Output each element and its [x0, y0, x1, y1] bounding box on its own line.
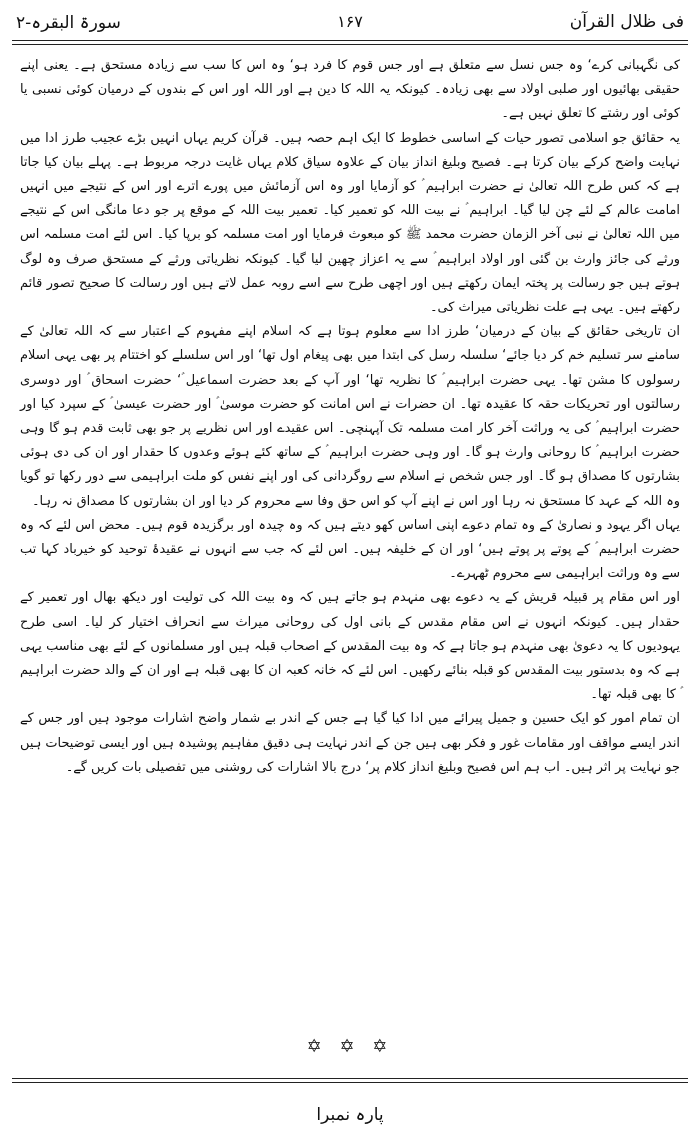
- header-rule-upper: [12, 40, 688, 41]
- paragraph-3: ان تاریخی حقائق کے بیان کے درمیان‘ طرز ادا سے معلوم ہوتا ہے کہ اسلام اپنے مفہوم کے اعتبار سے کہ اللہ تعالیٰ کے سامنے سر تسلیم خم کر دیا جائے‘ سلسلہ رسل کی ابتدا میں بھی پیغام اول تھا‘ اور اس سلسلے کو اختتام پر بھی یہی اسلام رسولوں کا مشن تھا۔ یہی حضرت ابراہیم ؑ کا نظریہ تھا‘ اور آپ کے بعد حضرت اسماعیل ؑ‘ حضرت اسحاق ؑ اور دوسری رسالتوں اور تحریکات حقہ کا عقیدہ تھا۔ ان حضرات نے اس امانت کو حضرت موسیٰ ؑ اور حضرت عیسیٰ ؑ کے سپرد کیا اور حضرت ابراہیم ؑ کی یہ وراثت آخر کار امت مسلمہ تک آپہنچی۔ اس عقیدے اور اس نظریے پر جو بھی ثابت قدم ہو گا وہی حضرت ابراہیم ؑ کا روحانی وارث ہو گا۔ اور وہی حضرت ابراہیم ؑ کے ساتھ کئے ہوئے وعدوں کا حقدار اور ان کی دی ہوئی بشارتوں کا مصداق ہو گا۔ اور جس شخص نے اسلام سے روگردانی کی اور اپنے نفس کو ملت ابراہیمی سے دور رکھا تو گویا وہ اللہ کے عہد کا مستحق نہ رہا اور اس نے اپنے آپ کو اس حق وفا سے محروم کر دیا اور ان بشارتوں کا مصداق نہ رہا۔: [20, 324, 680, 509]
- footer-rule-lower: [12, 1082, 688, 1083]
- body-text: [20, 54, 680, 780]
- paragraph-6: ان تمام امور کو ایک حسین و جمیل پیرائے میں ادا کیا گیا ہے جس کے اندر بے شمار واضح اشارات موجود ہیں اور جس کے اندر ایسے مواقف اور مقامات غور و فکر بھی ہیں جن کے اندر نہایت ہی دقیق مفاہیم پوشیدہ ہیں اور ایسی توضیحات ہیں جو نہایت پر اثر ہیں۔ اب ہم اس فصیح وبلیغ انداز کلام پر‘ درج بالا اشارات کی روشنی میں تفصیلی بات کریں گے۔: [20, 711, 680, 775]
- header-rule-lower: [12, 44, 688, 45]
- surah-name: سورۃ البقرہ-۲: [16, 13, 121, 33]
- page-header: [12, 8, 688, 38]
- footer-rule-upper: [12, 1078, 688, 1079]
- section-end-stars: ✡ ✡ ✡: [306, 1036, 394, 1057]
- para-number-label: پارہ نمبرا: [316, 1105, 384, 1125]
- paragraph-1: کی نگہبانی کرے‘ وہ جس نسل سے متعلق ہے اور جس قوم کا فرد ہو‘ وہ اس کا سب سے زیادہ مستحق ہے۔ یعنی اپنے حقیقی بھائیوں اور صلبی اولاد سے بھی زیادہ۔ کیونکہ یہ اللہ کا دین ہے اور اللہ اور اس کے بندوں کے درمیان کوئی نسبی یا کوئی اور رشتے کا تعلق نہیں ہے۔: [20, 58, 680, 122]
- page-number: ۱۶۷: [337, 12, 363, 31]
- paragraph-4: یہاں اگر یہود و نصاریٰ کے وہ تمام دعوے اپنی اساس کھو دیتے ہیں کہ وہ چیدہ اور برگزیدہ قوم ہیں۔ محض اس لئے کہ وہ حضرت ابراہیم ؑ کے پوتے پر پوتے ہیں‘ اور ان کے خلیفہ ہیں۔ اس لئے کہ جب سے انہوں نے عقیدۂ توحید کو خیرباد کہا تب سے وہ وراثت ابراہیمی سے محروم ٹھہرے۔: [20, 517, 680, 582]
- book-title: فی ظلال القرآن: [569, 12, 684, 32]
- paragraph-5: اور اس مقام پر قبیلہ قریش کے یہ دعوے بھی منہدم ہو جاتے ہیں کہ وہ بیت اللہ کی تولیت اور دیکھ بھال اور تعمیر کے حقدار ہیں۔ کیونکہ انہوں نے اس مقام مقدس کے بانی اول کی روحانی میراث سے انحراف اختیار کر لیا۔ اسی طرح یہودیوں کا یہ دعویٰ بھی منہدم ہو جاتا ہے کہ وہ بیت المقدس کے اصحاب قبلہ ہیں اور مسلمانوں کے لئے بھی مناسب یہی ہے کہ وہ بدستور بیت المقدس کو قبلہ بنائے رکھیں۔ اس لئے کہ خانہ کعبہ ان کا بھی قبلہ ہے اور ان کے والد حضرت ابراہیم ؑ کا بھی قبلہ تھا۔: [20, 590, 680, 703]
- paragraph-2: یہ حقائق جو اسلامی تصور حیات کے اساسی خطوط کا ایک اہم حصہ ہیں۔ قرآن کریم یہاں انہیں بڑے عجیب طرز ادا میں نہایت واضح کرکے بیان کرتا ہے۔ فصیح وبلیغ انداز بیان کے علاوہ سیاق کلام یہاں غایت درجہ مربوط ہے۔ پہلے بیان کیا جاتا ہے کہ کس طرح اللہ تعالیٰ نے حضرت ابراہیم ؑ کو آزمایا اور وہ اس آزمائش میں پورے اترے اور اس کے نتیجے میں انہیں امامت عالم کے لئے چن لیا گیا۔ ابراہیم ؑ نے بیت اللہ کو تعمیر کیا۔ تعمیر بیت اللہ کے موقع پر جو دعا مانگی اس کے نتیجے میں اللہ تعالیٰ نے نبی آخر الزمان حضرت محمد ﷺ کو مبعوث فرمایا اور امت مسلمہ کو برپا کیا۔ اس لئے امت مسلمہ اس ورثے کی جائز وارث بن گئی اور اولاد ابراہیم ؑ سے یہ اعزاز چھین لیا گیا۔ کیونکہ نظریاتی ورثے کے مستحق صرف وہ لوگ ہوتے ہیں جو رسالت پر پختہ ایمان رکھتے ہیں اور اچھی طرح سے اسے روبہ عمل لاتے ہیں اور رسالت کا صحیح تصور قائم رکھتے ہیں۔ یہی ہے علت نظریاتی میراث کی۔: [20, 130, 680, 316]
